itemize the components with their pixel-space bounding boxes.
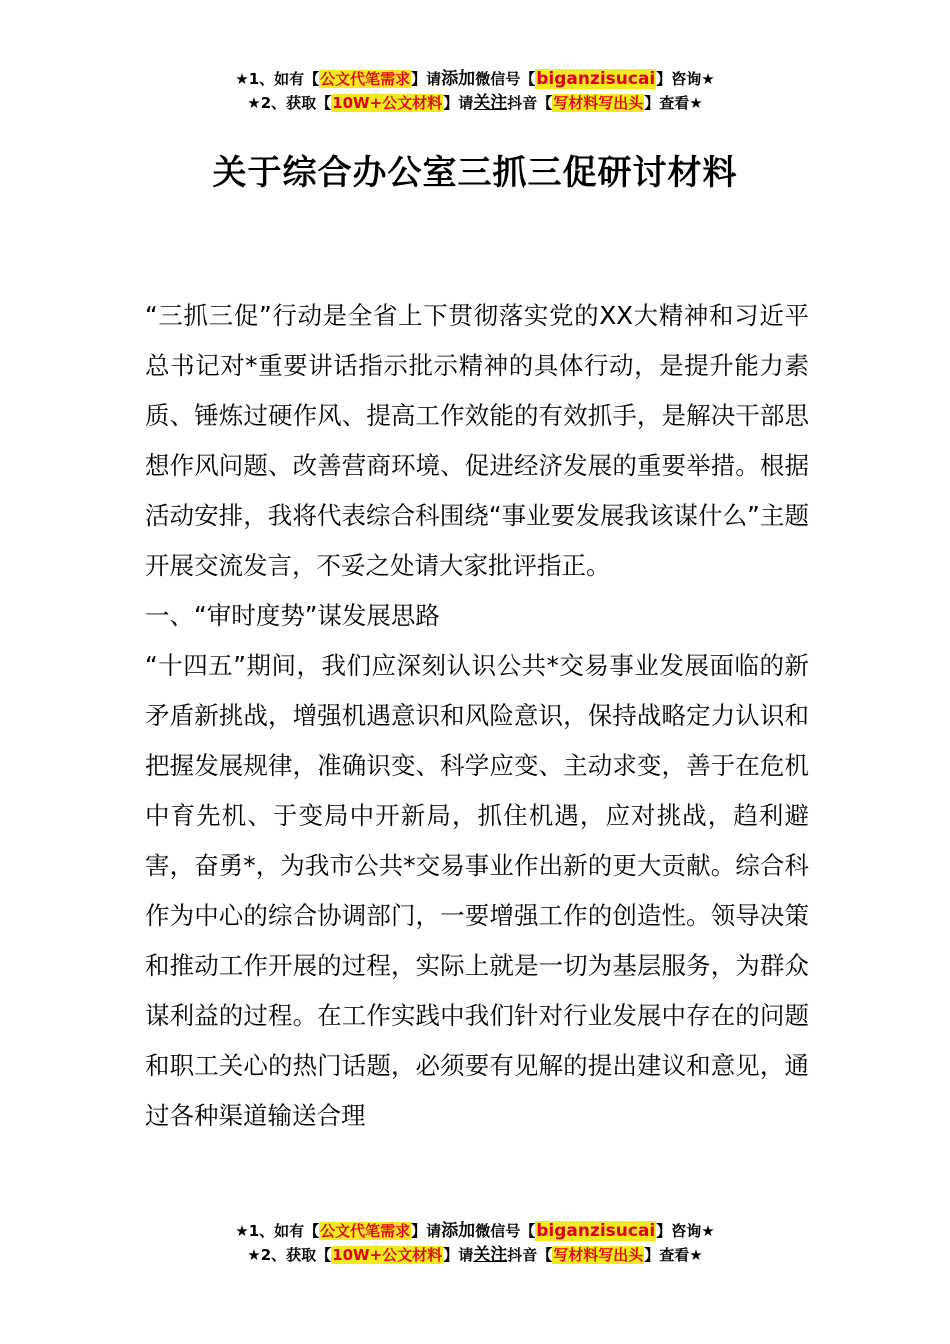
banner-text: ★1、如有【 [235,1222,320,1240]
banner-text: 】请 [443,94,474,112]
banner-text: 微信号【 [475,1222,536,1240]
banner-line-2 [0,1243,950,1267]
banner-emphasis: 关注 [473,1245,508,1265]
banner-text: 】请 [443,1246,474,1264]
banner-line-1 [0,67,950,91]
banner-text: 】咨询★ [656,70,715,88]
banner-text: ★1、如有【 [235,70,320,88]
section-heading: 一、“审时度势”谋发展思路 [145,601,440,630]
banner-text: 微信号【 [475,70,536,88]
footer-banner [0,1219,950,1267]
banner-wechat-id: biganzisucai [536,69,656,89]
banner-emphasis: 添加 [441,69,476,89]
document-body [145,291,809,1141]
banner-text: ★2、获取【 [247,1246,332,1264]
banner-douyin-id: 写材料写出头 [553,94,644,112]
banner-text: 】咨询★ [656,1222,715,1240]
banner-text: 抖音【 [507,1246,553,1264]
banner-text: 】请 [411,70,442,88]
body-paragraph: “三抓三促”行动是全省上下贯彻落实党的XX大精神和习近平总书记对*重要讲话指示批示精神的具体行动，是提升能力素质、锤炼过硬作风、提高工作效能的有效抓手，是解决干部思想作风问题、改善营商环境、促进经济发展的重要举措。根据活动安排，我将代表综合科围绕“事业要发展我该谋什么”主题开展交流发言，不妥之处请大家批评指正。 [145,301,809,580]
banner-text: ★2、获取【 [247,94,332,112]
banner-highlight: 公文代笔需求 [320,1222,411,1240]
banner-emphasis: 添加 [441,1221,476,1241]
banner-text: 】查看★ [644,1246,703,1264]
banner-highlight: 10W+公文材料 [332,1246,443,1264]
banner-douyin-id: 写材料写出头 [553,1246,644,1264]
document-title: 关于综合办公室三抓三促研讨材料 [212,153,738,193]
banner-text: 抖音【 [507,94,553,112]
header-banner [0,67,950,115]
body-paragraph: “十四五”期间，我们应深刻认识公共*交易事业发展面临的新矛盾新挑战，增强机遇意识和风险意识，保持战略定力认识和把握发展规律，准确识变、科学应变、主动求变，善于在危机中育先机、于变局中开新局，抓住机遇，应对挑战，趋利避害，奋勇*，为我市公共*交易事业作出新的更大贡献。综合科作为中心的综合协调部门，一要增强工作的创造性。领导决策和推动工作开展的过程，实际上就是一切为基层服务，为群众谋利益的过程。在工作实践中我们针对行业发展中存在的问题和职工关心的热门话题，必须要有见解的提出建议和意见，通过各种渠道输送合理 [145,651,809,1130]
banner-highlight: 10W+公文材料 [332,94,443,112]
banner-text: 】查看★ [644,94,703,112]
banner-wechat-id: biganzisucai [536,1221,656,1241]
banner-text: 】请 [411,1222,442,1240]
banner-line-2 [0,91,950,115]
banner-line-1 [0,1219,950,1243]
banner-emphasis: 关注 [473,93,508,113]
banner-highlight: 公文代笔需求 [320,70,411,88]
